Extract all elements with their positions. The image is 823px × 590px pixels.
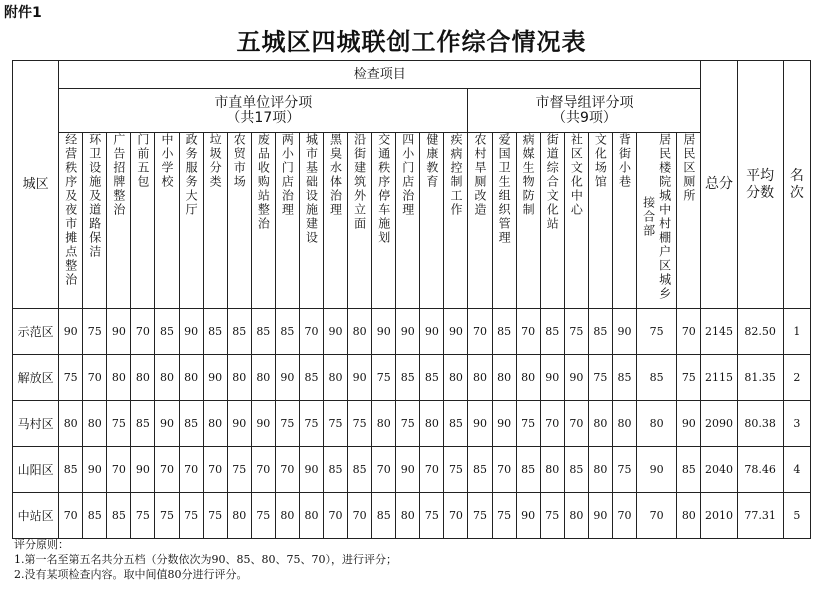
- score-cell: 80: [637, 401, 677, 447]
- score-cell: 90: [492, 401, 516, 447]
- score-cell: 85: [444, 401, 468, 447]
- score-cell: 90: [677, 401, 701, 447]
- header-rank-label: 名次: [789, 167, 804, 201]
- score-cell: 85: [131, 401, 155, 447]
- total-cell: 2090: [701, 401, 737, 447]
- column-header-label: 街道综合文化站: [545, 133, 560, 231]
- score-cell: 85: [396, 355, 420, 401]
- score-cell: 75: [540, 493, 564, 539]
- column-header: [372, 133, 396, 309]
- score-cell: 90: [227, 401, 251, 447]
- score-cell: 90: [251, 401, 275, 447]
- score-cell: 80: [612, 401, 636, 447]
- column-header-label: 爱国卫生组织管理: [497, 133, 512, 245]
- score-cell: 90: [107, 309, 131, 355]
- group-city-count: （共17项）: [226, 109, 301, 126]
- score-cell: 75: [299, 401, 323, 447]
- score-cell: 75: [348, 401, 372, 447]
- score-cell: 85: [348, 447, 372, 493]
- column-header-label: 健康教育: [424, 133, 439, 189]
- score-cell: 75: [83, 309, 107, 355]
- score-cell: 85: [492, 309, 516, 355]
- score-cell: 80: [516, 355, 540, 401]
- score-cell: 70: [637, 493, 677, 539]
- column-header-label: 背街小巷: [617, 133, 632, 189]
- score-cell: 75: [372, 355, 396, 401]
- column-header: [299, 133, 323, 309]
- score-cell: 80: [324, 355, 348, 401]
- score-cell: 70: [131, 309, 155, 355]
- score-cell: 85: [677, 447, 701, 493]
- column-header-label: 农村旱厕改造: [473, 133, 488, 217]
- rank-cell: 2: [783, 355, 810, 401]
- group-supervision-count: （共9项）: [552, 109, 617, 126]
- group-supervision-name: 市督导组评分项: [535, 94, 634, 111]
- score-cell: 80: [131, 355, 155, 401]
- score-cell: 75: [396, 401, 420, 447]
- notes-heading: 评分原则：: [14, 538, 69, 551]
- score-cell: 85: [516, 447, 540, 493]
- score-cell: 75: [564, 309, 588, 355]
- score-cell: 75: [637, 309, 677, 355]
- score-cell: 85: [468, 447, 492, 493]
- score-cell: 85: [420, 355, 444, 401]
- score-cell: 90: [637, 447, 677, 493]
- column-header: [540, 133, 564, 309]
- total-cell: 2010: [701, 493, 737, 539]
- header-district: 城区: [13, 61, 59, 309]
- group-supervision: [468, 89, 701, 133]
- column-header-label: 两小门店治理: [280, 133, 295, 217]
- score-cell: 70: [444, 493, 468, 539]
- score-cell: 80: [588, 447, 612, 493]
- score-cell: 85: [155, 309, 179, 355]
- column-header: [420, 133, 444, 309]
- score-cell: 80: [348, 309, 372, 355]
- score-cell: 85: [275, 309, 299, 355]
- total-cell: 2145: [701, 309, 737, 355]
- attachment-label: 附件1: [4, 5, 42, 21]
- score-cell: 80: [588, 401, 612, 447]
- column-header: [564, 133, 588, 309]
- column-header-label: 交通秩序停车施划: [376, 133, 391, 245]
- average-cell: 78.46: [737, 447, 783, 493]
- column-header: [396, 133, 420, 309]
- score-cell: 90: [588, 493, 612, 539]
- column-header: [203, 133, 227, 309]
- total-cell: 2115: [701, 355, 737, 401]
- score-cell: 70: [420, 447, 444, 493]
- score-cell: 70: [155, 447, 179, 493]
- column-header: [324, 133, 348, 309]
- column-header: [468, 133, 492, 309]
- score-cell: 80: [203, 401, 227, 447]
- score-cell: 75: [588, 355, 612, 401]
- column-header-label: 病媒生物防制: [521, 133, 536, 217]
- score-cell: 85: [372, 493, 396, 539]
- group-city: [59, 89, 468, 133]
- score-cell: 70: [299, 309, 323, 355]
- score-cell: 80: [468, 355, 492, 401]
- score-cell: 80: [227, 493, 251, 539]
- score-cell: 80: [251, 355, 275, 401]
- score-cell: 70: [324, 493, 348, 539]
- score-cell: 80: [677, 493, 701, 539]
- score-cell: 80: [275, 493, 299, 539]
- score-cell: 75: [179, 493, 203, 539]
- table-row: [13, 447, 811, 493]
- score-cell: 80: [107, 355, 131, 401]
- score-cell: 75: [131, 493, 155, 539]
- column-header-label: 疾病控制工作: [448, 133, 463, 217]
- district-name: 示范区: [13, 309, 59, 355]
- column-header: [677, 133, 701, 309]
- rank-cell: 4: [783, 447, 810, 493]
- score-cell: 70: [564, 401, 588, 447]
- score-cell: 80: [155, 355, 179, 401]
- average-cell: 77.31: [737, 493, 783, 539]
- score-cell: 90: [179, 309, 203, 355]
- column-header: [179, 133, 203, 309]
- score-cell: 90: [299, 447, 323, 493]
- score-cell: 75: [612, 447, 636, 493]
- page-title: 五城区四城联创工作综合情况表: [236, 27, 587, 56]
- score-cell: 85: [564, 447, 588, 493]
- district-name: 马村区: [13, 401, 59, 447]
- score-cell: 75: [203, 493, 227, 539]
- header-rank: [783, 61, 810, 309]
- table-row: [13, 401, 811, 447]
- column-header: [516, 133, 540, 309]
- column-header: [275, 133, 299, 309]
- column-header-label: 四小门店治理: [400, 133, 415, 217]
- column-header: [492, 133, 516, 309]
- notes-item-1: 1.第一名至第五名共分五档（分数依次为90、85、80、75、70），进行评分；: [14, 553, 397, 566]
- score-cell: 75: [227, 447, 251, 493]
- column-header-label: 废品收购站整治: [256, 133, 271, 231]
- column-header-label: 黑臭水体治理: [328, 133, 343, 217]
- score-cell: 85: [59, 447, 83, 493]
- score-cell: 85: [540, 309, 564, 355]
- column-header-label: 门前五包: [135, 133, 150, 189]
- score-cell: 70: [372, 447, 396, 493]
- score-cell: 80: [59, 401, 83, 447]
- score-cell: 90: [612, 309, 636, 355]
- score-cell: 75: [444, 447, 468, 493]
- score-cell: 90: [468, 401, 492, 447]
- score-cell: 70: [203, 447, 227, 493]
- score-cell: 90: [275, 355, 299, 401]
- rank-cell: 5: [783, 493, 810, 539]
- score-cell: 75: [155, 493, 179, 539]
- score-cell: 70: [468, 309, 492, 355]
- score-cell: 85: [588, 309, 612, 355]
- score-cell: 80: [564, 493, 588, 539]
- column-header-label: 中小学校: [160, 133, 174, 189]
- score-cell: 80: [299, 493, 323, 539]
- score-cell: 70: [516, 309, 540, 355]
- column-header-label: 农贸市场: [232, 133, 247, 189]
- column-header-label: 沿街建筑外立面: [352, 133, 367, 231]
- score-cell: 75: [324, 401, 348, 447]
- score-cell: 80: [420, 401, 444, 447]
- score-cell: 75: [59, 355, 83, 401]
- score-cell: 80: [227, 355, 251, 401]
- score-cell: 90: [131, 447, 155, 493]
- district-name: 山阳区: [13, 447, 59, 493]
- column-header: [348, 133, 372, 309]
- score-cell: 70: [275, 447, 299, 493]
- column-header: [131, 133, 155, 309]
- column-header: [444, 133, 468, 309]
- score-cell: 80: [540, 447, 564, 493]
- score-cell: 70: [59, 493, 83, 539]
- district-name: 中站区: [13, 493, 59, 539]
- score-cell: 85: [324, 447, 348, 493]
- column-header: [59, 133, 83, 309]
- score-cell: 80: [83, 401, 107, 447]
- score-cell: 75: [468, 493, 492, 539]
- total-cell: 2040: [701, 447, 737, 493]
- table-row: [13, 309, 811, 355]
- score-cell: 75: [492, 493, 516, 539]
- score-cell: 90: [396, 309, 420, 355]
- score-cell: 70: [612, 493, 636, 539]
- score-cell: 90: [420, 309, 444, 355]
- column-header-label: 城市基础设施建设: [304, 133, 319, 245]
- score-cell: 90: [372, 309, 396, 355]
- score-cell: 90: [516, 493, 540, 539]
- average-cell: 81.35: [737, 355, 783, 401]
- score-cell: 85: [637, 355, 677, 401]
- score-cell: 80: [372, 401, 396, 447]
- scoring-notes: [14, 537, 397, 582]
- column-header-label: 居民区厕所: [681, 133, 696, 203]
- table-row: [13, 355, 811, 401]
- score-cell: 75: [275, 401, 299, 447]
- table-row: [13, 493, 811, 539]
- column-header-label: 垃圾分类: [208, 133, 223, 189]
- column-header: [155, 133, 179, 309]
- score-cell: 75: [251, 493, 275, 539]
- header-total: 总分: [701, 61, 737, 309]
- header-average: [737, 61, 783, 309]
- score-cell: 75: [420, 493, 444, 539]
- score-cell: 70: [677, 309, 701, 355]
- score-cell: 80: [492, 355, 516, 401]
- column-header-label: 社区文化中心: [569, 133, 584, 217]
- notes-item-2: 2.没有某项检查内容。取中间值80分进行评分。: [14, 568, 248, 581]
- score-cell: 90: [83, 447, 107, 493]
- score-cell: 70: [83, 355, 107, 401]
- score-cell: 75: [107, 401, 131, 447]
- column-header: [637, 133, 677, 309]
- score-cell: 85: [227, 309, 251, 355]
- score-cell: 85: [251, 309, 275, 355]
- score-cell: 70: [107, 447, 131, 493]
- score-cell: 85: [83, 493, 107, 539]
- column-header: [588, 133, 612, 309]
- score-cell: 90: [564, 355, 588, 401]
- score-cell: 90: [540, 355, 564, 401]
- district-name: 解放区: [13, 355, 59, 401]
- score-cell: 80: [179, 355, 203, 401]
- score-cell: 75: [677, 355, 701, 401]
- score-cell: 90: [59, 309, 83, 355]
- group-city-name: 市直单位评分项: [214, 94, 313, 111]
- score-cell: 90: [396, 447, 420, 493]
- score-cell: 85: [107, 493, 131, 539]
- score-cell: 85: [612, 355, 636, 401]
- score-cell: 85: [203, 309, 227, 355]
- score-table: [12, 60, 811, 539]
- column-header: [83, 133, 107, 309]
- column-header: [107, 133, 131, 309]
- score-cell: 70: [492, 447, 516, 493]
- score-cell: 80: [396, 493, 420, 539]
- score-cell: 90: [444, 309, 468, 355]
- column-header: [251, 133, 275, 309]
- column-header-label: 环卫设施及道路保洁: [87, 133, 102, 259]
- score-cell: 75: [516, 401, 540, 447]
- header-check-items: 检查项目: [59, 61, 701, 89]
- score-cell: 70: [540, 401, 564, 447]
- header-average-label: 平均分数: [746, 167, 775, 201]
- score-cell: 70: [179, 447, 203, 493]
- column-header: [227, 133, 251, 309]
- score-cell: 90: [348, 355, 372, 401]
- column-header: [612, 133, 636, 309]
- column-header-label: 经营秩序及夜市摊点整治: [63, 133, 78, 287]
- rank-cell: 3: [783, 401, 810, 447]
- score-cell: 90: [155, 401, 179, 447]
- score-cell: 85: [179, 401, 203, 447]
- score-cell: 70: [251, 447, 275, 493]
- column-header-label: 文化场馆: [593, 133, 608, 189]
- score-cell: 90: [203, 355, 227, 401]
- average-cell: 82.50: [737, 309, 783, 355]
- score-cell: 80: [444, 355, 468, 401]
- column-header-label: 广告招牌整治: [111, 133, 126, 217]
- column-header-label: 政务服务大厅: [184, 133, 199, 217]
- score-cell: 90: [324, 309, 348, 355]
- column-header-label: 居民楼院城中村棚户区城乡接合部: [641, 133, 672, 301]
- average-cell: 80.38: [737, 401, 783, 447]
- rank-cell: 1: [783, 309, 810, 355]
- score-cell: 70: [348, 493, 372, 539]
- score-cell: 85: [299, 355, 323, 401]
